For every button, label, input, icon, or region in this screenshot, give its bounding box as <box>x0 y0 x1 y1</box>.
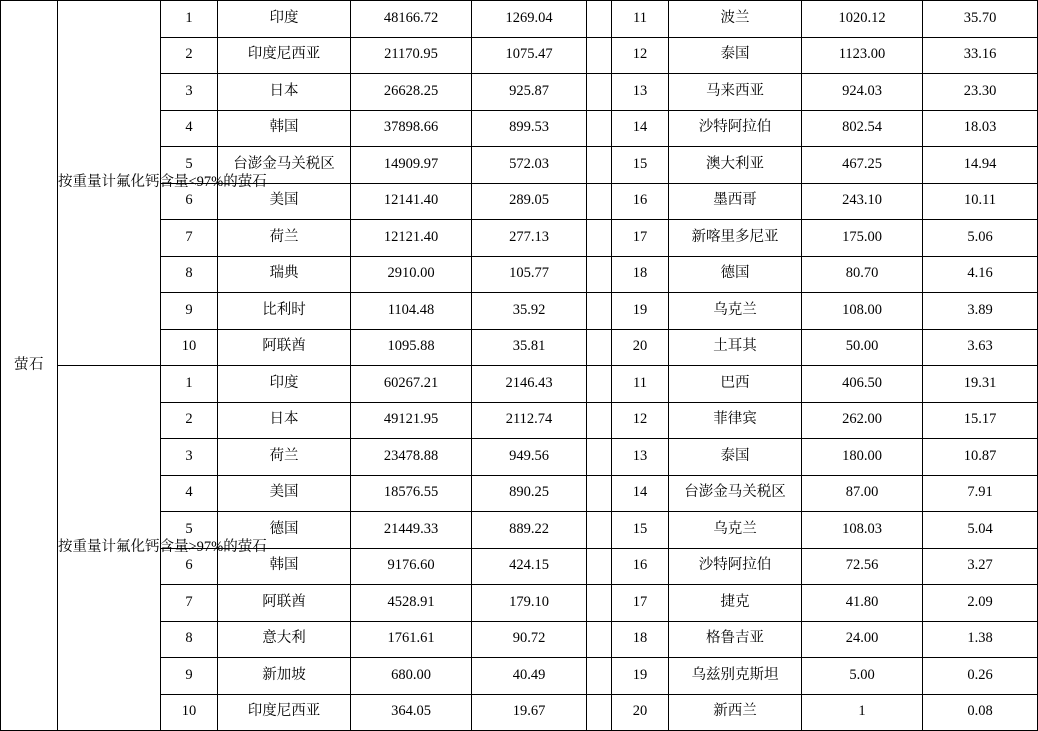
quantity-cell: 14909.97 <box>351 147 472 184</box>
country-cell: 乌克兰 <box>669 293 802 330</box>
value-cell: 10.87 <box>923 439 1038 476</box>
quantity-cell: 24.00 <box>802 621 923 658</box>
value-cell: 0.08 <box>923 694 1038 731</box>
rank-cell: 6 <box>161 183 218 220</box>
quantity-cell: 175.00 <box>802 220 923 257</box>
value-cell: 5.04 <box>923 512 1038 549</box>
rank-cell: 10 <box>161 694 218 731</box>
quantity-cell: 60267.21 <box>351 366 472 403</box>
quantity-cell: 26628.25 <box>351 74 472 111</box>
column-divider <box>587 621 612 658</box>
country-cell: 新喀里多尼亚 <box>669 220 802 257</box>
quantity-cell: 4528.91 <box>351 585 472 622</box>
rank-cell: 13 <box>612 439 669 476</box>
value-cell: 889.22 <box>472 512 587 549</box>
rank-cell: 7 <box>161 585 218 622</box>
rank-cell: 8 <box>161 621 218 658</box>
country-cell: 泰国 <box>669 439 802 476</box>
column-divider <box>587 329 612 366</box>
rank-cell: 1 <box>161 366 218 403</box>
category-label: 按重量计氟化钙含量>97%的萤石 <box>58 366 161 731</box>
quantity-cell: 802.54 <box>802 110 923 147</box>
quantity-cell: 80.70 <box>802 256 923 293</box>
rank-cell: 20 <box>612 694 669 731</box>
value-cell: 1.38 <box>923 621 1038 658</box>
country-cell: 马来西亚 <box>669 74 802 111</box>
column-divider <box>587 293 612 330</box>
rank-cell: 18 <box>612 621 669 658</box>
quantity-cell: 48166.72 <box>351 1 472 38</box>
table-row <box>1 366 1038 403</box>
rank-cell: 17 <box>612 220 669 257</box>
country-cell: 台澎金马关税区 <box>669 475 802 512</box>
value-cell: 3.89 <box>923 293 1038 330</box>
country-cell: 荷兰 <box>218 220 351 257</box>
column-divider <box>587 37 612 74</box>
quantity-cell: 680.00 <box>351 658 472 695</box>
country-cell: 沙特阿拉伯 <box>669 110 802 147</box>
quantity-cell: 364.05 <box>351 694 472 731</box>
rank-cell: 16 <box>612 183 669 220</box>
country-cell: 德国 <box>669 256 802 293</box>
rank-cell: 14 <box>612 475 669 512</box>
value-cell: 4.16 <box>923 256 1038 293</box>
quantity-cell: 49121.95 <box>351 402 472 439</box>
country-cell: 印度尼西亚 <box>218 694 351 731</box>
rank-cell: 12 <box>612 402 669 439</box>
rank-cell: 19 <box>612 658 669 695</box>
column-divider <box>587 658 612 695</box>
rank-cell: 4 <box>161 110 218 147</box>
value-cell: 19.31 <box>923 366 1038 403</box>
rank-cell: 10 <box>161 329 218 366</box>
value-cell: 2.09 <box>923 585 1038 622</box>
column-divider <box>587 256 612 293</box>
rank-cell: 19 <box>612 293 669 330</box>
table-row <box>1 1 1038 38</box>
country-cell: 阿联酋 <box>218 329 351 366</box>
value-cell: 1269.04 <box>472 1 587 38</box>
value-cell: 424.15 <box>472 548 587 585</box>
quantity-cell: 108.00 <box>802 293 923 330</box>
category-label: 按重量计氟化钙含量<97%的萤石 <box>58 1 161 366</box>
rank-cell: 5 <box>161 147 218 184</box>
value-cell: 899.53 <box>472 110 587 147</box>
country-cell: 波兰 <box>669 1 802 38</box>
value-cell: 7.91 <box>923 475 1038 512</box>
commodity-label: 萤石 <box>1 1 58 731</box>
quantity-cell: 108.03 <box>802 512 923 549</box>
quantity-cell: 72.56 <box>802 548 923 585</box>
value-cell: 5.06 <box>923 220 1038 257</box>
country-cell: 美国 <box>218 475 351 512</box>
quantity-cell: 37898.66 <box>351 110 472 147</box>
country-cell: 印度 <box>218 1 351 38</box>
quantity-cell: 12121.40 <box>351 220 472 257</box>
rank-cell: 12 <box>612 37 669 74</box>
quantity-cell: 924.03 <box>802 74 923 111</box>
quantity-cell: 243.10 <box>802 183 923 220</box>
value-cell: 2146.43 <box>472 366 587 403</box>
country-cell: 瑞典 <box>218 256 351 293</box>
quantity-cell: 1761.61 <box>351 621 472 658</box>
country-cell: 捷克 <box>669 585 802 622</box>
rank-cell: 2 <box>161 37 218 74</box>
value-cell: 15.17 <box>923 402 1038 439</box>
country-cell: 韩国 <box>218 110 351 147</box>
rank-cell: 15 <box>612 147 669 184</box>
value-cell: 14.94 <box>923 147 1038 184</box>
value-cell: 3.63 <box>923 329 1038 366</box>
column-divider <box>587 548 612 585</box>
country-cell: 巴西 <box>669 366 802 403</box>
country-cell: 澳大利亚 <box>669 147 802 184</box>
quantity-cell: 1095.88 <box>351 329 472 366</box>
value-cell: 90.72 <box>472 621 587 658</box>
country-cell: 比利时 <box>218 293 351 330</box>
column-divider <box>587 1 612 38</box>
quantity-cell: 87.00 <box>802 475 923 512</box>
column-divider <box>587 439 612 476</box>
rank-cell: 9 <box>161 658 218 695</box>
rank-cell: 4 <box>161 475 218 512</box>
quantity-cell: 1 <box>802 694 923 731</box>
column-divider <box>587 220 612 257</box>
rank-cell: 3 <box>161 439 218 476</box>
column-divider <box>587 512 612 549</box>
country-cell: 泰国 <box>669 37 802 74</box>
column-divider <box>587 183 612 220</box>
quantity-cell: 5.00 <box>802 658 923 695</box>
quantity-cell: 21449.33 <box>351 512 472 549</box>
rank-cell: 13 <box>612 74 669 111</box>
country-cell: 台澎金马关税区 <box>218 147 351 184</box>
rank-cell: 3 <box>161 74 218 111</box>
rank-cell: 5 <box>161 512 218 549</box>
quantity-cell: 2910.00 <box>351 256 472 293</box>
rank-cell: 6 <box>161 548 218 585</box>
quantity-cell: 21170.95 <box>351 37 472 74</box>
quantity-cell: 23478.88 <box>351 439 472 476</box>
country-cell: 阿联酋 <box>218 585 351 622</box>
value-cell: 35.92 <box>472 293 587 330</box>
rank-cell: 7 <box>161 220 218 257</box>
country-cell: 土耳其 <box>669 329 802 366</box>
quantity-cell: 406.50 <box>802 366 923 403</box>
column-divider <box>587 74 612 111</box>
country-cell: 新西兰 <box>669 694 802 731</box>
value-cell: 572.03 <box>472 147 587 184</box>
quantity-cell: 50.00 <box>802 329 923 366</box>
rank-cell: 15 <box>612 512 669 549</box>
value-cell: 890.25 <box>472 475 587 512</box>
value-cell: 33.16 <box>923 37 1038 74</box>
rank-cell: 8 <box>161 256 218 293</box>
rank-cell: 9 <box>161 293 218 330</box>
value-cell: 0.26 <box>923 658 1038 695</box>
value-cell: 40.49 <box>472 658 587 695</box>
quantity-cell: 467.25 <box>802 147 923 184</box>
value-cell: 277.13 <box>472 220 587 257</box>
column-divider <box>587 694 612 731</box>
value-cell: 19.67 <box>472 694 587 731</box>
column-divider <box>587 402 612 439</box>
rank-cell: 18 <box>612 256 669 293</box>
quantity-cell: 180.00 <box>802 439 923 476</box>
rank-cell: 11 <box>612 1 669 38</box>
quantity-cell: 12141.40 <box>351 183 472 220</box>
quantity-cell: 41.80 <box>802 585 923 622</box>
value-cell: 2112.74 <box>472 402 587 439</box>
value-cell: 1075.47 <box>472 37 587 74</box>
country-cell: 日本 <box>218 74 351 111</box>
country-cell: 美国 <box>218 183 351 220</box>
value-cell: 18.03 <box>923 110 1038 147</box>
quantity-cell: 1104.48 <box>351 293 472 330</box>
rank-cell: 14 <box>612 110 669 147</box>
value-cell: 949.56 <box>472 439 587 476</box>
country-cell: 意大利 <box>218 621 351 658</box>
country-cell: 菲律宾 <box>669 402 802 439</box>
country-cell: 荷兰 <box>218 439 351 476</box>
quantity-cell: 1020.12 <box>802 1 923 38</box>
rank-cell: 2 <box>161 402 218 439</box>
country-cell: 日本 <box>218 402 351 439</box>
rank-cell: 17 <box>612 585 669 622</box>
value-cell: 105.77 <box>472 256 587 293</box>
quantity-cell: 18576.55 <box>351 475 472 512</box>
value-cell: 925.87 <box>472 74 587 111</box>
quantity-cell: 1123.00 <box>802 37 923 74</box>
column-divider <box>587 366 612 403</box>
country-cell: 印度尼西亚 <box>218 37 351 74</box>
quantity-cell: 262.00 <box>802 402 923 439</box>
country-cell: 墨西哥 <box>669 183 802 220</box>
value-cell: 23.30 <box>923 74 1038 111</box>
country-cell: 韩国 <box>218 548 351 585</box>
country-cell: 印度 <box>218 366 351 403</box>
quantity-cell: 9176.60 <box>351 548 472 585</box>
column-divider <box>587 475 612 512</box>
country-cell: 格鲁吉亚 <box>669 621 802 658</box>
value-cell: 35.81 <box>472 329 587 366</box>
value-cell: 289.05 <box>472 183 587 220</box>
column-divider <box>587 585 612 622</box>
rank-cell: 20 <box>612 329 669 366</box>
country-cell: 新加坡 <box>218 658 351 695</box>
value-cell: 35.70 <box>923 1 1038 38</box>
rank-cell: 11 <box>612 366 669 403</box>
column-divider <box>587 110 612 147</box>
value-cell: 3.27 <box>923 548 1038 585</box>
country-cell: 乌克兰 <box>669 512 802 549</box>
country-cell: 德国 <box>218 512 351 549</box>
rank-cell: 1 <box>161 1 218 38</box>
value-cell: 179.10 <box>472 585 587 622</box>
country-cell: 乌兹别克斯坦 <box>669 658 802 695</box>
rank-cell: 16 <box>612 548 669 585</box>
column-divider <box>587 147 612 184</box>
value-cell: 10.11 <box>923 183 1038 220</box>
country-cell: 沙特阿拉伯 <box>669 548 802 585</box>
